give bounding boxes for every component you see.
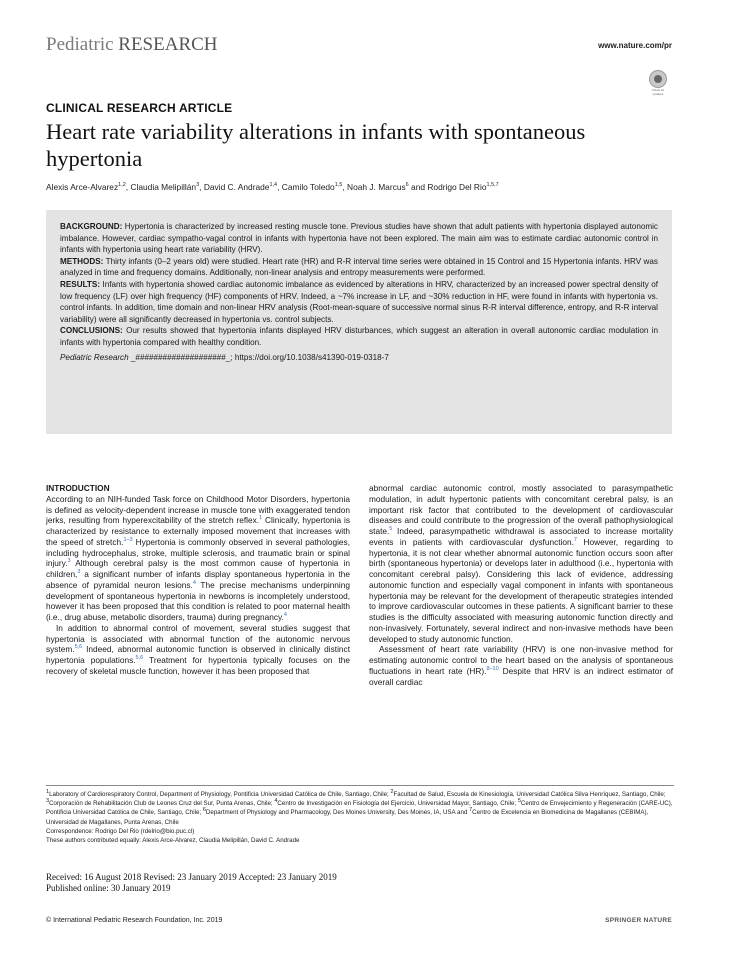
reference-link[interactable]: 5	[389, 526, 393, 533]
citation-journal: Pediatric Research	[60, 352, 129, 362]
correspondence-note[interactable]: Correspondence: Rodrigo Del Rio (rdelrio@bio.puc.cl)	[46, 827, 195, 835]
published-date: Published online: 30 January 2019	[46, 883, 171, 893]
abstract-background: BACKGROUND: Hypertonia is characterized by increased resting muscle tone. Previous studies have shown that adult patients with hypertonia displayed autonomic imbalance. However, cardiac sympatho-vagal control in infants with hypertonia have not been explored. The main aim was to estimate cardiac autonomic control in infants with hypertonia using heart rate variability (HRV).	[60, 222, 658, 255]
body-paragraph: abnormal cardiac autonomic control, mostly associated to parasympathetic modulation, in adult hypertonic patients with concomitant cerebral palsy, is an important risk factor that contributed to the development of cardiovascular diseases and could contribute to the progression of the overall pathophysiological state.$^5$ Indeed, parasympathetic withdrawal is associated to increase mortality events in patients with cardiovascular dysfunction.$^7$ However, regarding to hypertonia, it is not clear whether abnormal autonomic function occurs soon after birth (spontaneous hypertonia) or develops later in adulthood (i.e., hypertonia with concomitant cerebral palsy). Considering this lack of evidence, addressing autonomic function and especially vagal component in infants with spontaneous hypertonia may be relevant for the development of therapeutic strategies intended to improve cardiovascular outcomes in these patients. A significant barrier to these studies is the difficulty associated with measuring autonomic function directly and non-invasively. Fortunately, several indirect and non-invasive methods have been developed to study autonomic function.	[369, 483, 673, 644]
affiliations: $^1$Laboratory of Cardiorespiratory Control, Department of Physiology, Pontificia Universidad Católica de Chile, Santiago, Chile; $^2$Facultad de Salud, Escuela de Kinesiología, Universidad Católica Silva Henríquez, Santiago, Chile; $^3$Corporación de Rehabilitación Club de Leones Cruz del Sur, Punta Arenas, Chile; $^4$Centro de Investigación en Fisiología del Ejercicio, Universidad Mayor, Santiago, Chile; $^5$Centro de Envejecimiento y Regeneración (CARE-UC), Pontificia Universidad Católica de Chile, Santiago, Chile; $^6$Department of Physiology and Pharmacology, Des Moines University, Des Moines, IA, USA and $^7$Centro de Excelencia en Biomedicina de Magallanes (CEBIMA), Universidad de Magallanes, Punta Arenas, Chile	[46, 788, 673, 826]
abstract-results: RESULTS: Infants with hypertonia showed cardiac autonomic imbalance as evidenced by alterations in HRV, characterized by an increased power spectral density of low frequency (LF) over high frequency (HF) components of HRV. Indeed, a ~7% increase in LF, and ~30% reduction in HF, were found in infants with hypertonia vs. control infants. In addition, time domain and non-linear HRV analysis (Root-mean-square of successive normal sinus R-R interval difference, entropy, and R-R interval variability) were all significantly decreased in hypertonia vs. control subjects.	[60, 279, 658, 324]
journal-url-link[interactable]: www.nature.com/pr	[598, 41, 672, 50]
author-affiliation: 6	[405, 182, 409, 189]
reference-link[interactable]: 1	[259, 515, 263, 522]
body-column-left	[46, 483, 350, 677]
body-paragraph: According to an NIH-funded Task force on Childhood Motor Disorders, hypertonia is defined as velocity-dependent increase in muscle tone with exaggerated tendon jerks, resulting from hyperexcitability of the stretch reflex.$^1$ Clinically, hypertonia is characterized by resistance to externally imposed movement that increases with the speed of stretch.$^{1-3}$ Hypertonia is commonly observed in several pathologies, including hydrocephalus, stroke, multiple sclerosis, and traumatic brain or spinal injury.$^3$ Although cerebral palsy is the most common cause of hypertonia in children,$^3$ a significant number of infants display spontaneous hypertonia in the absence of pyramidal neuron lesions.$^4$ The precise mechanisms underpinning development of spontaneous hypertonia in newborns is incompletely understood, however it has been proposed that this condition is related to poor maternal health (i.e., drug abuse, metabolic disorders, trauma) during pregnancy.$^4$	[46, 493, 351, 622]
check-updates-label: Check for updates	[651, 88, 665, 96]
body-column-right	[369, 483, 673, 687]
section-heading-introduction: INTRODUCTION	[46, 483, 110, 493]
citation-doi[interactable]: _####################_; https://doi.org/10.1038/s41390-019-0318-7	[128, 352, 389, 362]
author[interactable]: Alexis Arce-Alvarez	[46, 182, 119, 192]
author-affiliation: 1,5	[334, 182, 343, 189]
author-affiliation: 1,5,7	[486, 182, 499, 189]
publisher-logo: SPRINGER NATURE	[605, 917, 672, 924]
reference-link[interactable]: 3	[77, 569, 81, 576]
affiliation-footnotes	[46, 785, 674, 845]
author-affiliation: 1,2	[118, 182, 126, 189]
author-affiliation: 1,4	[269, 182, 278, 189]
author[interactable]: Camilo Toledo	[281, 182, 335, 192]
reference-link[interactable]: 4	[192, 579, 196, 586]
reference-link[interactable]: 7	[573, 536, 577, 543]
journal-name-part1: Pediatric	[46, 34, 119, 55]
copyright-notice: © International Pediatric Research Foundation, Inc. 2019	[46, 917, 223, 924]
article-type: CLINICAL RESEARCH ARTICLE	[46, 101, 233, 115]
reference-link[interactable]: 1–3	[123, 536, 133, 543]
reference-link[interactable]: 4	[283, 612, 287, 619]
reference-link[interactable]: 5,6	[74, 644, 83, 651]
abstract-conclusions: CONCLUSIONS: Our results showed that hypertonia infants displayed HRV disturbances, which suggest an alteration in overall autonomic cardiac modulation in infants with hypertonia compared with healthy condition.	[60, 326, 658, 347]
check-for-updates-badge[interactable]	[647, 70, 669, 96]
abstract-box	[46, 210, 672, 434]
journal-name	[46, 34, 218, 56]
abstract-methods: METHODS: Thirty infants (0–2 years old) were studied. Heart rate (HR) and R-R interval time series were obtained in 15 Control and 15 Hypertonia infants. HRV was analyzed in time and frequency domains. Additionally, non-linear analysis and entropy measurements were performed.	[60, 256, 658, 278]
equal-contribution-note: These authors contributed equally: Alexis Arce-Alvarez, Claudia Melipillán, David C. Andrade	[46, 837, 300, 845]
author[interactable]: Noah J. Marcus	[347, 182, 406, 192]
author-list: Alexis Arce-Alvarez$^{1,2}$, Claudia Melipillán$^3$, David C. Andrade$^{1,4}$, Camilo Toledo$^{1,5}$, Noah J. Marcus$^6$ and Rodrigo Del Rio$^{1,5,7}$	[46, 182, 499, 192]
journal-name-part2: RESEARCH	[118, 34, 218, 55]
reference-link[interactable]: 8–10	[486, 665, 499, 672]
article-dates	[46, 872, 337, 894]
author-affiliation: 3	[196, 182, 200, 189]
author[interactable]: Claudia Melipillán	[130, 182, 197, 192]
body-paragraph: Assessment of heart rate variability (HRV) is one non-invasive method for estimating autonomic control to the heart based on the analysis of spontaneous fluctuations in heart rate (HR).$^{8-10}$ Despite that HRV is an indirect estimator of overall cardiac	[369, 644, 673, 687]
article-title: Heart rate variability alterations in infants with spontaneous hypertonia	[46, 119, 586, 171]
author[interactable]: Rodrigo Del Rio	[427, 182, 487, 192]
author[interactable]: David C. Andrade	[203, 182, 270, 192]
citation-line	[60, 352, 658, 364]
check-updates-icon	[649, 70, 667, 88]
received-dates: Received: 16 August 2018 Revised: 23 January 2019 Accepted: 23 January 2019	[46, 872, 337, 882]
reference-link[interactable]: 3	[67, 558, 71, 565]
body-paragraph: In addition to abnormal control of movement, several studies suggest that hypertonia is associated with abnormal function of the autonomic nervous system.$^{5,6}$ Indeed, abnormal autonomic function is observed in clinically distinct hypertonia populations.$^{5,6}$ Treatment for hypertonia typically focuses on the recovery of skeletal muscle function, however it has been proposed that	[46, 622, 351, 676]
reference-link[interactable]: 5,6	[135, 655, 144, 662]
